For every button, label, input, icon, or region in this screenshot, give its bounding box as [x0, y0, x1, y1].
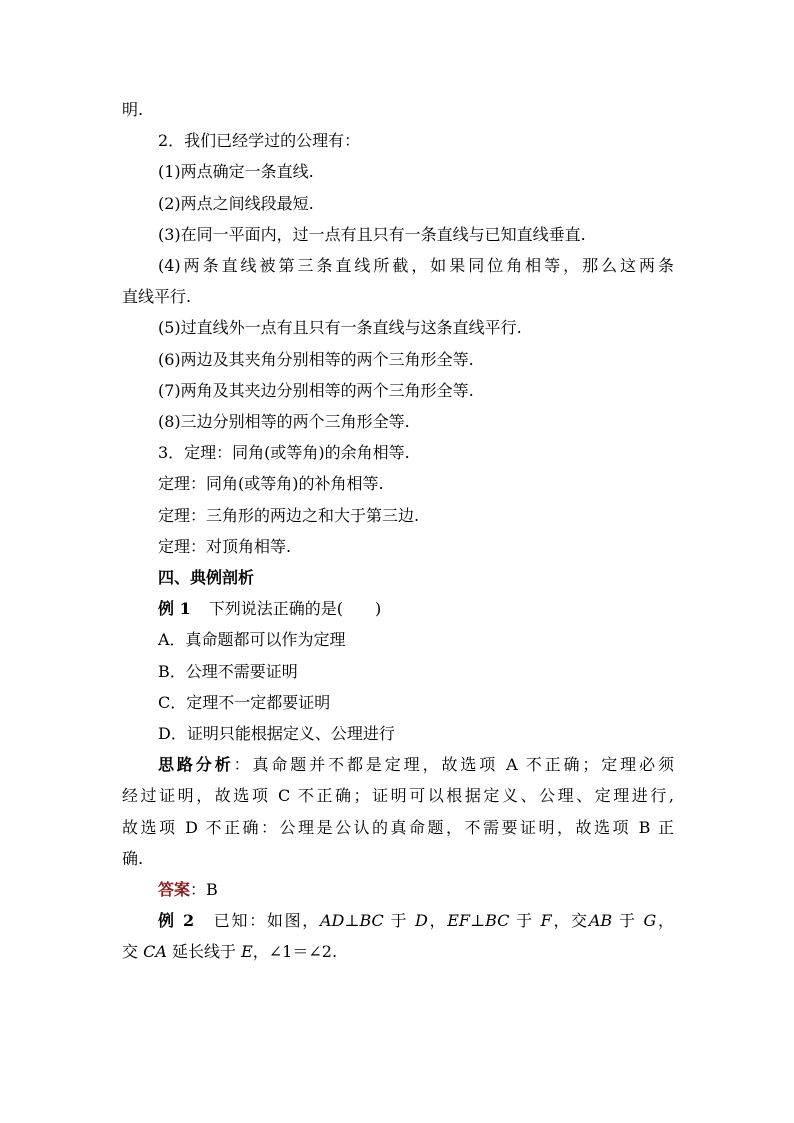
segment-ef: EF: [447, 911, 471, 931]
answer-line: [122, 874, 674, 905]
example-2-text: 延长线于: [166, 942, 242, 962]
option-a: A．真命题都可以作为定理: [158, 630, 346, 650]
segment-bc: BC: [485, 911, 510, 931]
axiom-item: (7)两角及其夹边分别相等的两个三角形全等.: [158, 380, 474, 400]
axiom-item-continued: 直线平行.: [122, 287, 192, 307]
analysis-label: 思路分析: [158, 755, 234, 775]
example-2-label: 例 2: [158, 911, 195, 931]
analysis-line: [122, 749, 674, 780]
axiom-item: (4)两条直线被第三条直线所截，如果同位角相等，那么这两条: [158, 256, 674, 276]
segment-bc: BC: [359, 911, 384, 931]
point-f: F: [540, 911, 552, 931]
point-e: E: [241, 942, 253, 962]
section-heading: 四、典例剖析: [158, 568, 255, 588]
theorem-item: 定理：三角形的两边之和大于第三边.: [158, 505, 420, 525]
example-1-text: 下列说法正确的是( ): [208, 599, 382, 619]
option-c: C．定理不一定都要证明: [158, 692, 331, 712]
example-2-text: ，: [656, 911, 674, 931]
segment-ab: AB: [588, 911, 613, 931]
answer-value: ：B: [190, 880, 218, 900]
axiom-item: (8)三边分别相等的两个三角形全等.: [158, 412, 410, 432]
point-d: D: [415, 911, 428, 931]
point-g: G: [643, 911, 657, 931]
theorem-item: 定理：同角(或等角)的补角相等.: [158, 474, 384, 494]
theorem-item: 定理：对顶角相等.: [158, 536, 292, 556]
example-2-text: 交: [122, 942, 144, 962]
example-2-line: [122, 936, 674, 967]
example-2-text: ，: [427, 911, 448, 931]
example-2-text: ，交: [551, 911, 589, 931]
example-2-text: ，∠1＝∠2.: [252, 942, 338, 962]
analysis-line: 经过证明，故选项 C 不正确；证明可以根据定义、公理、定理进行,: [122, 786, 674, 806]
option-d: D．证明只能根据定义、公理进行: [158, 724, 395, 744]
analysis-line: 故选项 D 不正确：公理是公认的真命题，不需要证明，故选项 B 正: [122, 817, 674, 837]
axiom-item: (6)两边及其夹角分别相等的两个三角形全等.: [158, 349, 474, 369]
example-1-label: 例 1: [158, 599, 191, 619]
example-2-text: 已知：如图，: [212, 911, 320, 931]
analysis-line: 确.: [122, 848, 144, 868]
axiom-item: (5)过直线外一点有且只有一条直线与这条直线平行.: [158, 318, 522, 338]
segment-ca: CA: [143, 942, 167, 962]
theorem-item: 3．定理：同角(或等角)的余角相等.: [158, 443, 410, 463]
axiom-item: (1)两点确定一条直线.: [158, 162, 314, 182]
perp-symbol: ⊥: [470, 911, 486, 931]
example-1-question: [122, 593, 674, 624]
example-2-line: [122, 905, 674, 936]
segment-ad: AD: [320, 911, 345, 931]
axiom-item: (3)在同一平面内，过一点有且只有一条直线与已知直线垂直.: [158, 224, 586, 244]
document-body: [122, 94, 674, 968]
option-b: B．公理不需要证明: [158, 661, 298, 681]
text-line: 2．我们已经学过的公理有：: [158, 131, 361, 151]
example-2-text: 于: [612, 911, 644, 931]
example-2-text: 于: [383, 911, 416, 931]
example-2-text: 于: [509, 911, 541, 931]
text-line: 明.: [122, 100, 144, 119]
perp-symbol: ⊥: [344, 911, 360, 931]
axiom-item: (2)两点之间线段最短.: [158, 193, 314, 213]
answer-label: 答案: [158, 880, 191, 900]
analysis-text: ：真命题并不都是定理，故选项 A 不正确；定理必须: [233, 755, 674, 775]
